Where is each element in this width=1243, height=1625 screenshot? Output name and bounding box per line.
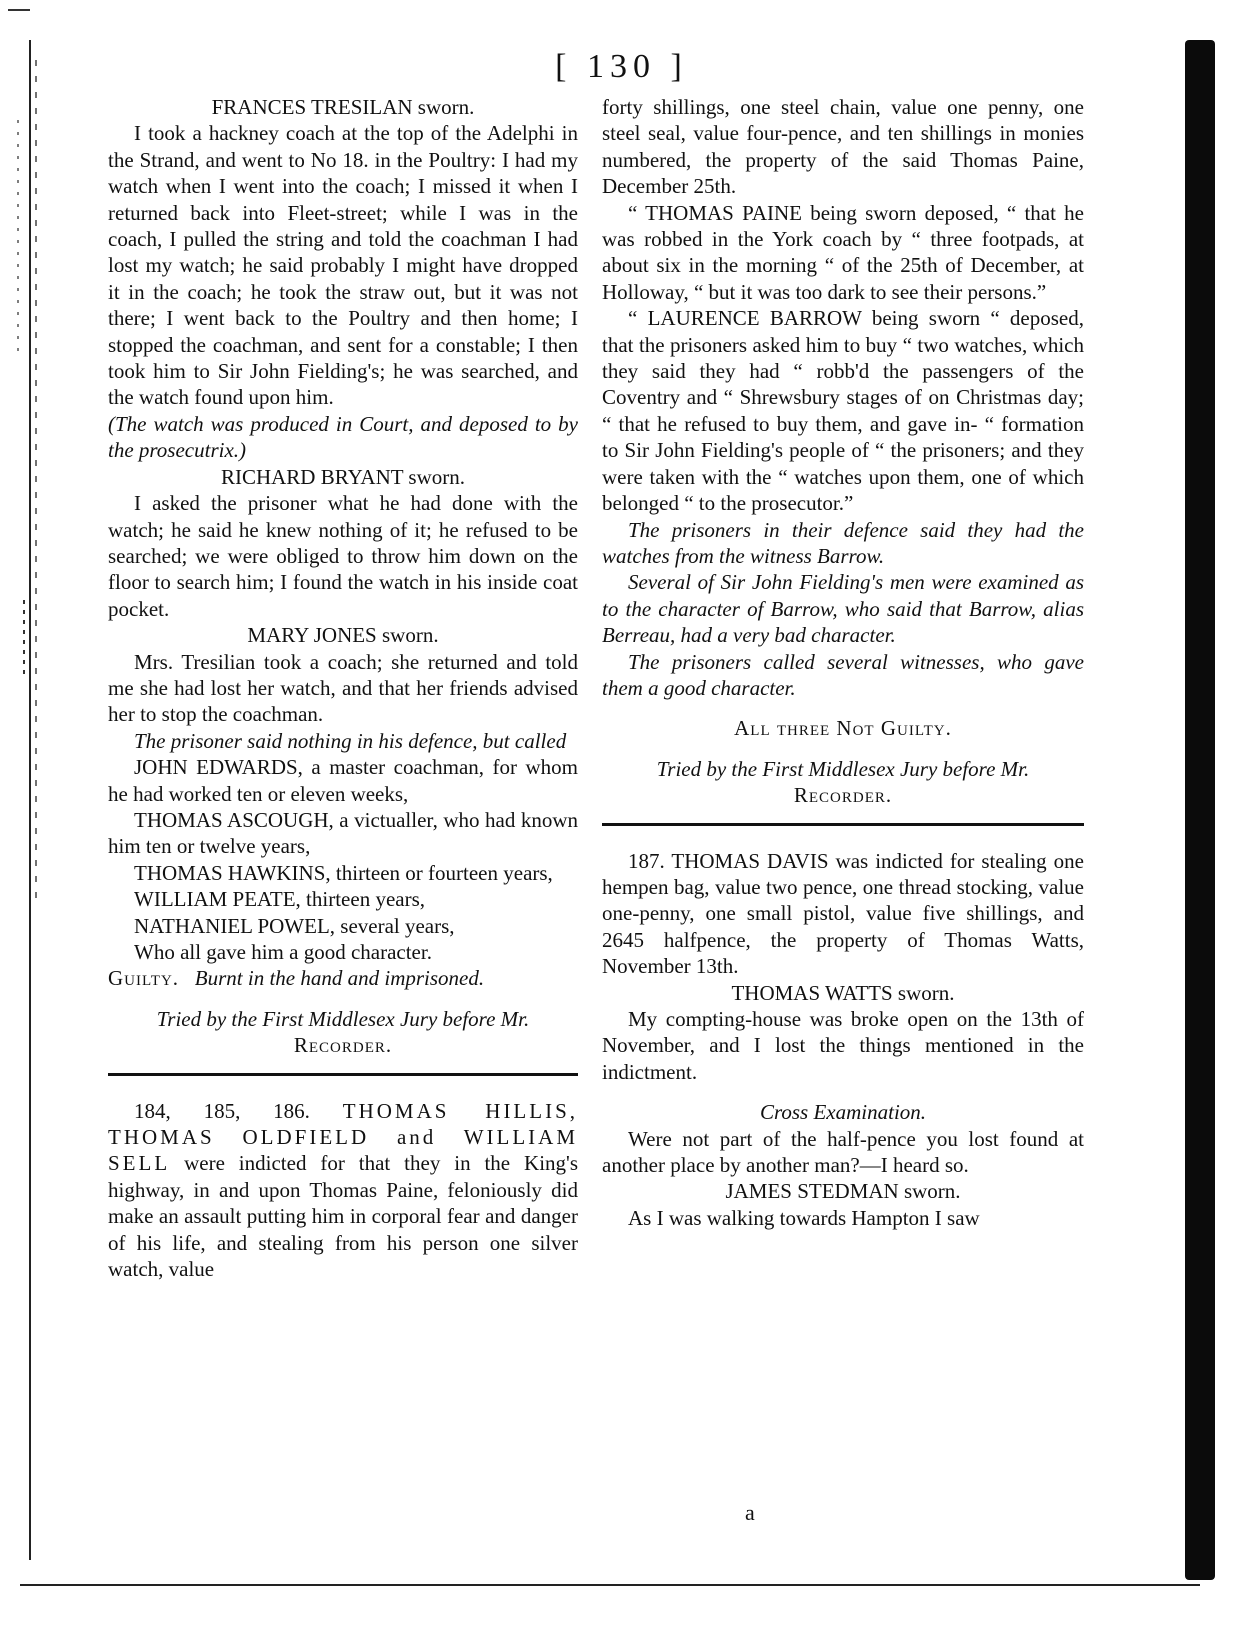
- case-text: were indicted for that they in the King's highway, in and upon Thomas Paine, feloniously did make an assault putting him in corporal fear and danger of his life, and stealing from his person one silver watch, value: [108, 1151, 579, 1282]
- sentence: Burnt in the hand and imprisoned.: [194, 966, 485, 991]
- verdict: Guilty.: [108, 966, 180, 991]
- dark-margin-bar: [1185, 40, 1215, 1580]
- testimony-paragraph: My compting-house was broke open on the 13th of November, and I lost the things mentioned in the indictment.: [602, 1007, 1084, 1084]
- court-note: (The watch was produced in Court, and deposed to by the prosecutrix.): [108, 411, 578, 463]
- defendant-names: THOMAS HILLIS, THOMAS OLDFIELD and WILLIAM SELL: [108, 1098, 579, 1176]
- case-continuation: forty shillings, one steel chain, value one penny, one steel seal, value four-pence, and ten shillings in monies numbered, the property of the said Thomas Paine, December 25th.: [602, 95, 1084, 199]
- case-paragraph: [108, 1098, 578, 1283]
- testimony-paragraph: As I was walking towards Hampton I saw: [628, 1205, 980, 1230]
- verdict-line: [108, 965, 578, 991]
- recorder-line: Recorder.: [293, 1033, 393, 1058]
- testimony-paragraph: I asked the prisoner what he had done with the watch; he said he knew nothing of it; he refused to be searched; we were obliged to throw him down on the floor to search him; I found the watch in his inside coat pocket.: [108, 491, 578, 621]
- deposition-quote: “ LAURENCE BARROW being sworn “ deposed, that the prisoners asked him to buy “ two watches, which they said they had “ robb'd the passengers of the Coventry and “ Shrewsbury stages of on Christmas day; “ that he refused to buy them, and gave in- “ formation to Sir John Fielding's people of “ the prisoners; and they were taken with the “ watches upon them, one of which belonged “ to the prosecutor.”: [602, 306, 1084, 516]
- defence-note: The prisoners called several witnesses, who gave them a good character.: [602, 649, 1084, 700]
- case-numbers: 184, 185, 186.: [134, 1098, 310, 1123]
- defence-note: The prisoners in their defence said they had the watches from the witness Barrow.: [602, 517, 1084, 568]
- case-lead: 187. THOMAS DAVIS: [628, 848, 829, 873]
- case-paragraph: [602, 848, 1084, 980]
- defence-note: The prisoner said nothing in his defence, but called: [134, 728, 567, 753]
- cross-examination-heading: Cross Examination.: [759, 1100, 927, 1125]
- section-rule: [602, 823, 1084, 826]
- testimony-paragraph: I took a hackney coach at the top of the Adelphi in the Strand, and went to No 18. in the Poultry: I had my watch when I went into the coach; I missed it when I returned back into Fleet-street; while I was in the coach, I pulled the string and told the coachman I had lost my watch; he said probably I might have dropped it in the coach; he took the straw out, but it was not there; I went back to the Poultry and then home; I stopped the coachman, and sent for a constable; I then took him to Sir John Fielding's; he was searched, and the watch found upon him.: [108, 121, 578, 410]
- right-column: [602, 94, 1084, 1231]
- witness-heading: MARY JONES sworn.: [247, 623, 439, 648]
- verdict: All three Not Guilty.: [734, 716, 952, 741]
- character-witness: JOHN EDWARDS, a master coachman, for whom he had worked ten or eleven weeks,: [108, 755, 578, 806]
- binding-edge: [0, 0, 52, 1625]
- character-witness: Who all gave him a good character.: [134, 940, 432, 964]
- deposition-quote: “ THOMAS PAINE being sworn deposed, “ that he was robbed in the York coach by “ three footpads, at about six in the morning “ of the 25th of December, at Holloway, “ but it was too dark to see their persons.”: [602, 200, 1084, 304]
- character-witness: WILLIAM PEATE, thirteen years,: [134, 887, 425, 912]
- character-witness: NATHANIEL POWEL, several years,: [134, 913, 455, 938]
- testimony-paragraph: Were not part of the half-pence you lost found at another place by another man?—I heard so.: [602, 1126, 1084, 1178]
- jury-line: Tried by the First Middlesex Jury before Mr.: [656, 756, 1030, 781]
- witness-heading: THOMAS WATTS sworn.: [731, 980, 955, 1005]
- witness-heading: FRANCES TRESILAN sworn.: [211, 95, 475, 119]
- testimony-paragraph: Mrs. Tresilian took a coach; she returned and told me she had lost her watch, and that her friends advised her to stop the coachman.: [108, 649, 578, 727]
- bottom-edge-rule: [20, 1584, 1200, 1586]
- case-text: was indicted for stealing one hempen bag, value two pence, one thread stocking, value one-penny, one small pistol, value five shillings, and 2645 halfpence, the property of Thomas Watts, November 13th.: [602, 848, 1085, 979]
- witness-heading: JAMES STEDMAN sworn.: [725, 1179, 961, 1204]
- jury-line: Tried by the First Middlesex Jury before Mr.: [156, 1006, 530, 1031]
- recorder-line: Recorder.: [793, 783, 893, 808]
- section-rule: [108, 1073, 578, 1076]
- catchword: a: [745, 1500, 755, 1525]
- witness-heading: RICHARD BRYANT sworn.: [220, 464, 466, 489]
- defence-note: Several of Sir John Fielding's men were examined as to the character of Barrow, who said that Barrow, alias Berreau, had a very bad character.: [602, 570, 1084, 648]
- page-number: [ 130 ]: [555, 48, 688, 85]
- left-column: [108, 94, 578, 1282]
- character-witness: THOMAS HAWKINS, thirteen or fourteen years,: [134, 860, 553, 885]
- character-witness: THOMAS ASCOUGH, a victualler, who had known him ten or twelve years,: [108, 807, 578, 859]
